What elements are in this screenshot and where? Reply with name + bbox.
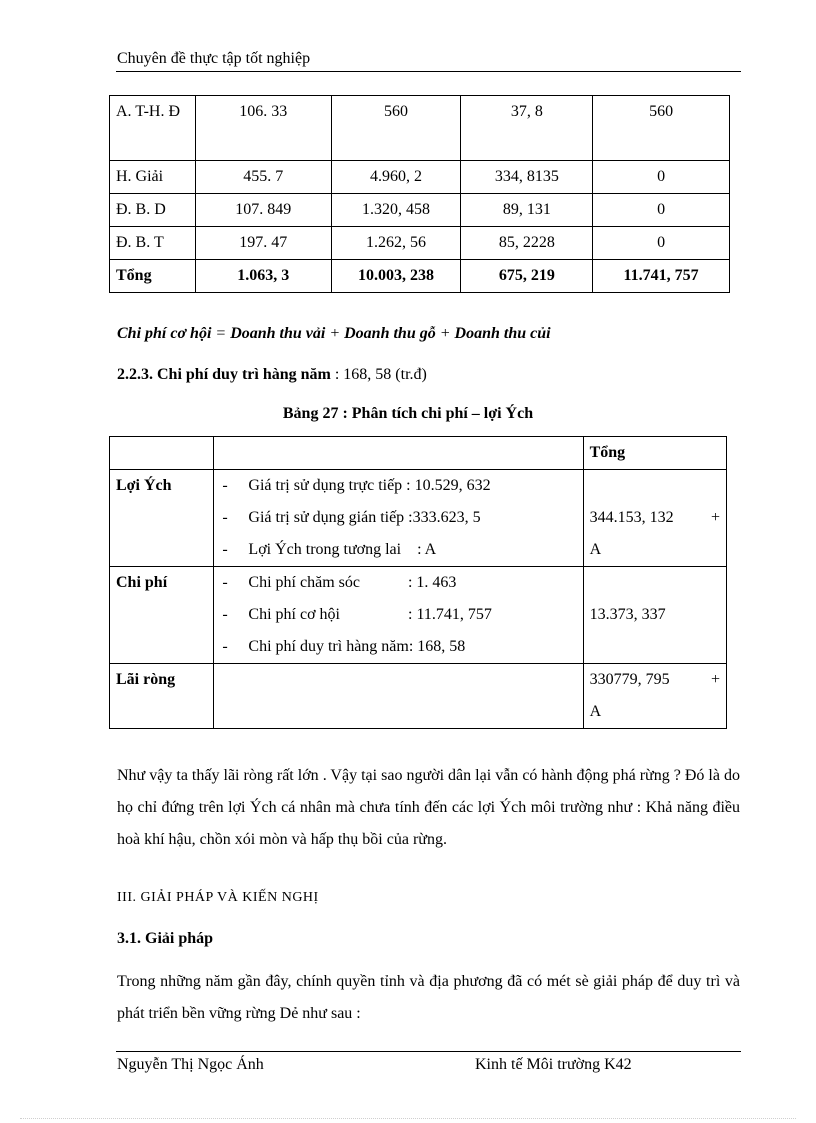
formula-term: Doanh thu củi xyxy=(454,325,551,342)
list-item xyxy=(220,534,576,566)
cell: 85, 2228 xyxy=(461,227,593,260)
section-heading-223 xyxy=(117,366,427,384)
total-line xyxy=(590,502,720,534)
item-text: Chi phí cơ hội : 11.741, 757 xyxy=(248,606,492,623)
total-value: 344.153, 132 xyxy=(589,509,674,526)
section-value: : 168, 58 (tr.đ) xyxy=(330,366,427,383)
section-title: 2.2.3. Chi phí duy trì hàng năm xyxy=(117,366,331,383)
row-label: Lãi ròng xyxy=(110,664,214,729)
cell: 89, 131 xyxy=(461,194,593,227)
item-text: Giá trị sử dụng gián tiếp :333.623, 5 xyxy=(248,509,481,526)
cell: 0 xyxy=(593,161,730,194)
footer-class: Kinh tế Môi trường K42 xyxy=(475,1056,632,1073)
table-row xyxy=(110,567,727,664)
table-row xyxy=(110,470,727,567)
cell: 106. 33 xyxy=(195,96,331,161)
cell: 0 xyxy=(593,194,730,227)
row-label: Đ. B. T xyxy=(110,227,196,260)
item-text: Chi phí duy trì hàng năm: 168, 58 xyxy=(248,638,466,655)
total-row xyxy=(110,260,730,293)
item-text: Giá trị sử dụng trực tiếp : 10.529, 632 xyxy=(248,477,491,494)
total-cell xyxy=(583,664,726,729)
bullet: - xyxy=(222,477,228,494)
bullet: - xyxy=(222,541,228,558)
table-row xyxy=(110,194,730,227)
chapter-heading: III. GIẢI PHÁP VÀ KIẾN NGHỊ xyxy=(117,890,319,905)
page-edge xyxy=(20,1118,796,1119)
revenue-table xyxy=(109,95,730,293)
conclusion-paragraph: Như vậy ta thấy lãi ròng rất lớn . Vậy tại sao người dân lại vẫn có hành động phá rừng ? Đó là do họ chỉ đứng trên lợi Ých cá nhân mà chưa tính đến các lợi Ých môi trường như : Khả năng điều hoà khí hậu, chồn xói mòn và hấp thụ bồi của rừng. xyxy=(117,767,740,848)
row-label: Lợi Ých xyxy=(110,470,214,567)
cell xyxy=(214,664,583,729)
table-header-row xyxy=(110,437,727,470)
formula-plus: + xyxy=(435,325,455,342)
list-item xyxy=(220,567,576,599)
cell: 455. 7 xyxy=(195,161,331,194)
table-row xyxy=(110,161,730,194)
item-list xyxy=(214,567,583,664)
total-cell: 13.373, 337 xyxy=(583,567,726,664)
header-rule xyxy=(116,71,741,72)
total-value: 330779, 795 xyxy=(589,671,670,688)
total-line xyxy=(590,664,720,696)
cell: 334, 8135 xyxy=(461,161,593,194)
cell: 4.960, 2 xyxy=(331,161,461,194)
total-header: Tổng xyxy=(583,437,726,470)
list-item xyxy=(220,599,576,631)
total-a: A xyxy=(589,703,602,720)
list-item xyxy=(220,631,576,663)
cell: 1.262, 56 xyxy=(331,227,461,260)
list-item xyxy=(220,502,576,534)
table-caption: Bảng 27 : Phân tích chi phí – lợi Ých xyxy=(282,405,534,422)
cell: 197. 47 xyxy=(195,227,331,260)
formula-eq: = xyxy=(211,325,231,342)
formula-term: Doanh thu vải xyxy=(230,325,326,342)
row-label: H. Giải xyxy=(110,161,196,194)
item-text: Lợi Ých trong tương lai : A xyxy=(248,541,437,558)
bullet: - xyxy=(222,509,228,526)
cell: 1.320, 458 xyxy=(331,194,461,227)
total-plus: + xyxy=(710,671,720,688)
solutions-paragraph: Trong những năm gần đây, chính quyền tỉnh và địa phương đã có mét sè giải pháp để duy trì và phát triển bền vững rừng Dẻ như sau : xyxy=(117,973,740,1022)
table-row xyxy=(110,96,730,161)
cell xyxy=(110,437,214,470)
total-plus: + xyxy=(710,509,720,526)
row-label: Chi phí xyxy=(110,567,214,664)
cell: 10.003, 238 xyxy=(331,260,461,293)
cell: 675, 219 xyxy=(461,260,593,293)
table-row xyxy=(110,227,730,260)
cell: 37, 8 xyxy=(461,96,593,161)
cell: 11.741, 757 xyxy=(593,260,730,293)
cell: 107. 849 xyxy=(195,194,331,227)
section-heading-31: 3.1. Giải pháp xyxy=(117,930,214,947)
total-a: A xyxy=(589,541,602,558)
bullet: - xyxy=(222,574,228,591)
row-label: Đ. B. D xyxy=(110,194,196,227)
row-label: Tổng xyxy=(110,260,196,293)
cell: 560 xyxy=(331,96,461,161)
list-item xyxy=(220,470,576,502)
cell: 1.063, 3 xyxy=(195,260,331,293)
item-list xyxy=(214,470,583,567)
bullet: - xyxy=(222,606,228,623)
opportunity-cost-formula xyxy=(117,325,551,343)
item-text: Chi phí chăm sóc : 1. 463 xyxy=(248,574,457,591)
row-label: A. T-H. Đ xyxy=(110,96,196,161)
running-header: Chuyên đề thực tập tốt nghiệp xyxy=(117,50,311,67)
cost-benefit-table xyxy=(109,436,727,729)
cell: 0 xyxy=(593,227,730,260)
formula-lhs: Chi phí cơ hội xyxy=(117,325,212,342)
formula-plus: + xyxy=(325,325,345,342)
table-row xyxy=(110,664,727,729)
cell xyxy=(214,437,583,470)
bullet: - xyxy=(222,638,228,655)
footer-author: Nguyễn Thị Ngọc Ánh xyxy=(117,1056,264,1073)
footer-rule xyxy=(116,1051,741,1052)
formula-term: Doanh thu gỗ xyxy=(344,325,436,342)
total-cell xyxy=(583,470,726,567)
cell: 560 xyxy=(593,96,730,161)
